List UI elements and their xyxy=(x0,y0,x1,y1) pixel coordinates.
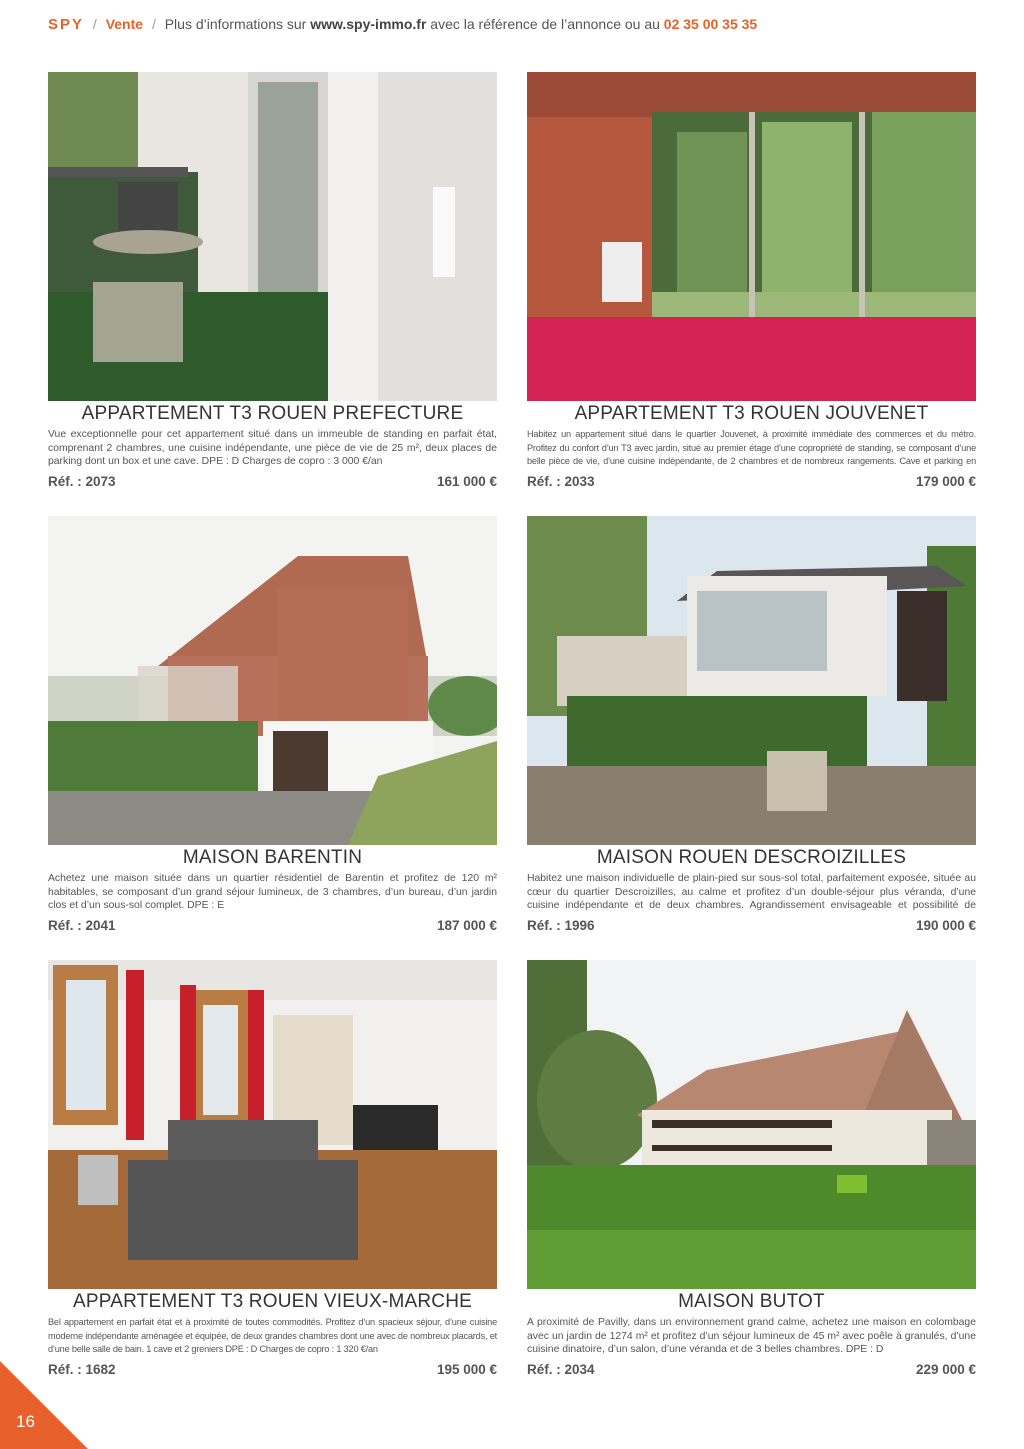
listing-card[interactable] xyxy=(48,960,497,1377)
listing-card[interactable] xyxy=(527,72,976,489)
listing-photo[interactable] xyxy=(527,516,976,845)
house-barentin-photo xyxy=(48,516,497,845)
listing-title: MAISON BUTOT xyxy=(678,1291,825,1312)
balcony-photo xyxy=(48,72,497,401)
brand-logo: SPY xyxy=(48,16,85,33)
listing-title: APPARTEMENT T3 ROUEN PREFECTURE xyxy=(81,403,464,424)
listing-title: MAISON ROUEN DESCROIZILLES xyxy=(596,847,907,868)
listing-card[interactable] xyxy=(527,516,976,933)
info-middle: avec la référence de l’annonce ou au xyxy=(430,16,660,32)
listing-ref: Réf. : 2073 xyxy=(48,474,116,489)
listing-photo[interactable] xyxy=(48,72,497,401)
listing-price: 195 000 € xyxy=(436,1362,497,1377)
listing-description: Habitez un appartement situé dans le quartier Jouvenet, à proximité immédiate des commerces et du métro. Profitez du confort d’un T3 avec jardin, situé au premier étage d’une copropriété de standing, se composant d’une belle pièce de vie, d’une cuisine indépendante, de 2 chambres et de nombreux rangements. Cave et parking en xyxy=(527,429,976,467)
listing-title: MAISON BARENTIN xyxy=(182,847,363,868)
living-room-photo xyxy=(527,72,976,401)
listing-photo[interactable] xyxy=(527,960,976,1289)
info-prefix: Plus d’informations sur xyxy=(164,16,307,32)
listing-ref: Réf. : 1682 xyxy=(48,1362,116,1377)
listing-price: 161 000 € xyxy=(436,474,497,489)
page-corner-triangle xyxy=(0,1361,88,1449)
listing-photo[interactable] xyxy=(48,516,497,845)
listing-card[interactable] xyxy=(48,516,497,933)
listing-price: 179 000 € xyxy=(915,474,976,489)
section-label: Vente xyxy=(105,16,144,32)
listing-price: 187 000 € xyxy=(436,918,497,933)
website-link[interactable]: www.spy-immo.fr xyxy=(310,16,427,32)
listing-description: Habitez une maison individuelle de plain-pied sur sous-sol total, parfaitement exposée, située au cœur du quartier Descroizilles, au calme et profitez d’un double-séjour plus véranda, d’une cuisine indépendante et de deux chambres. Agrandissement envisageable et possibilité de xyxy=(527,873,976,912)
listing-price: 229 000 € xyxy=(915,1362,976,1377)
listing-photo[interactable] xyxy=(48,960,497,1289)
listing-title: APPARTEMENT T3 ROUEN JOUVENET xyxy=(574,403,929,424)
listing-ref: Réf. : 2041 xyxy=(48,918,116,933)
listing-photo[interactable] xyxy=(527,72,976,401)
listing-ref: Réf. : 1996 xyxy=(527,918,595,933)
apartment-vieux-marche-photo xyxy=(48,960,497,1289)
page-number: 16 xyxy=(16,1412,35,1431)
page-header: SPY / Vente / Plus d’informations sur www.spy-immo.fr avec la référence de l’annonce ou au 02 35 00 35 35 xyxy=(48,16,758,33)
listing-price: 190 000 € xyxy=(915,918,976,933)
listing-title: APPARTEMENT T3 ROUEN VIEUX-MARCHE xyxy=(73,1291,472,1312)
listing-description: A proximité de Pavilly, dans un environnement grand calme, achetez une maison en colombage avec un jardin de 1274 m² et profitez d’un séjour lumineux de 45 m² avec poêle à granulés, d’une cuisine dinatoire, d’un salon, d’une véranda et de 3 belles chambres. DPE : D xyxy=(527,1317,976,1356)
listing-card[interactable] xyxy=(48,72,497,489)
house-descroizilles-photo xyxy=(527,516,976,845)
listing-card[interactable] xyxy=(527,960,976,1377)
listing-description: Bel appartement en parfait état et à proximité de toutes commodités. Profitez d’un spacieux séjour, d’une cuisine moderne indépendante aménagée et équipée, de deux grandes chambres dont une avec de nombreux placards, et d’une belle salle de bain. 1 cave et 2 greniers DPE : D Charges de copro : 1 320 €/an xyxy=(48,1317,497,1355)
phone-number[interactable]: 02 35 00 35 35 xyxy=(663,16,758,32)
listing-description: Vue exceptionnelle pour cet appartement situé dans un immeuble de standing en parfait état, comprenant 2 chambres, une cuisine indépendante, une pièce de vie de 25 m², deux places de parking dont un box et une cave. DPE : D Charges de copro : 3 000 €/an xyxy=(48,429,497,468)
listing-description: Achetez une maison située dans un quartier résidentiel de Barentin et profitez de 120 m² habitables, se composant d’un grand séjour lumineux, de 3 chambres, d’un bureau, d’un jardin clos et d’un sous-sol complet. DPE : E xyxy=(48,873,497,912)
house-butot-photo xyxy=(527,960,976,1289)
listing-ref: Réf. : 2033 xyxy=(527,474,595,489)
listing-ref: Réf. : 2034 xyxy=(527,1362,595,1377)
